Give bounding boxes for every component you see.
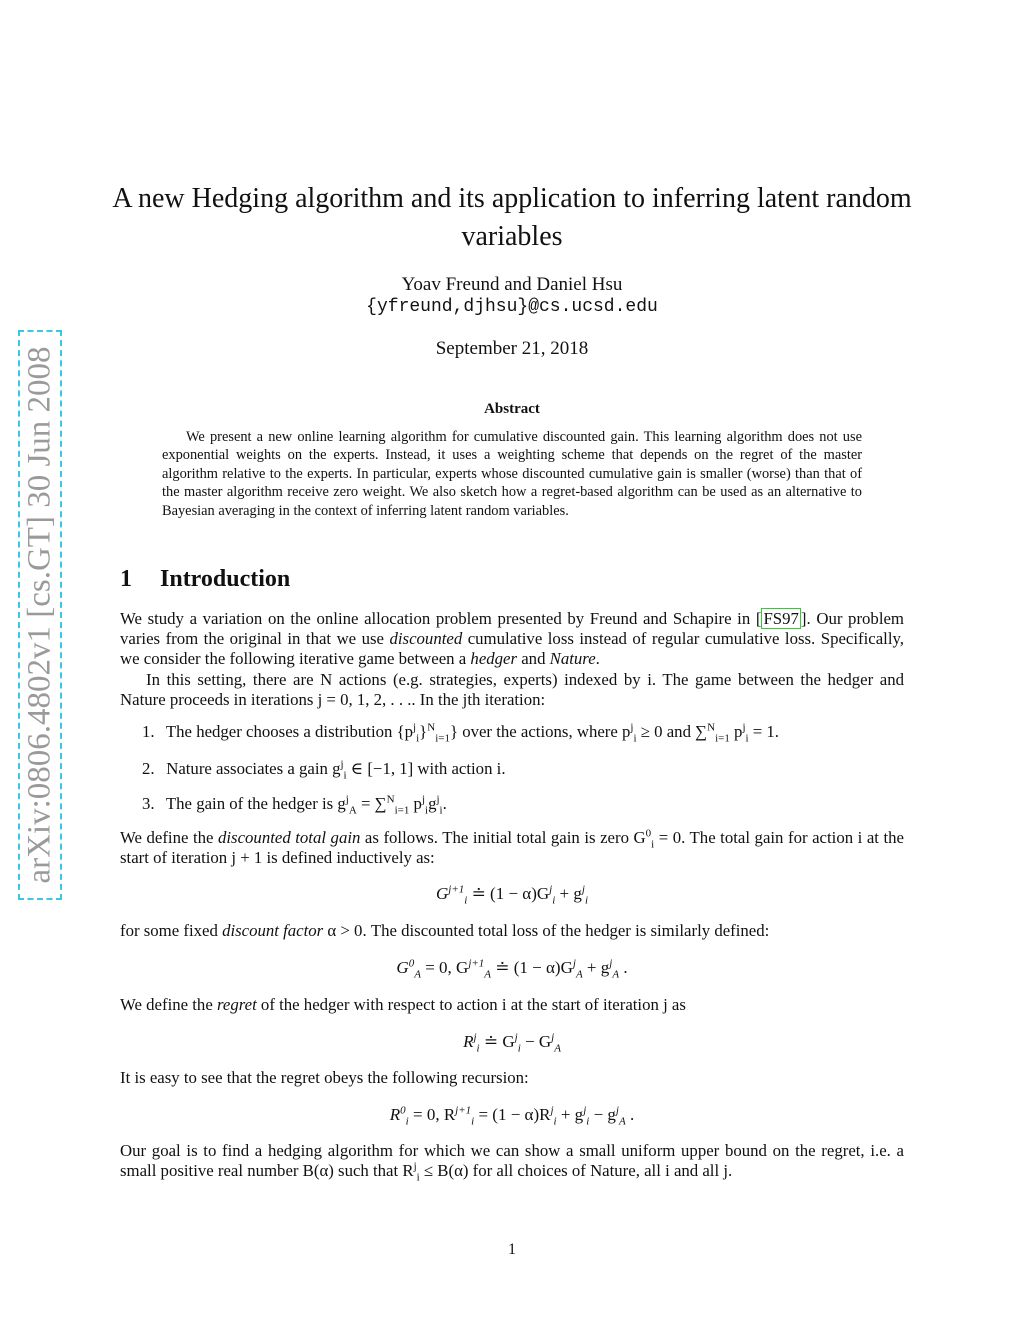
paper-date: September 21, 2018 (435, 338, 589, 359)
list-item: 1. The hedger chooses a distribution $\{p^j_i\}^N_{i=1}$} over the actions, where $p^j_i \ge 0$ and ∑$^N_{i=1}$ $p^j_i = 1$. (142, 721, 780, 745)
eq-term: G (435, 884, 449, 903)
paragraph-gain-definition: We define the discounted total gain as follows. The initial total gain is zero $G^0_i = 0$. The total gain for action i at the start of iteration j + 1 is defined inductively as: (120, 827, 904, 867)
page-number: 1 (508, 1241, 516, 1258)
text-run: p (729, 722, 743, 741)
text-run: = 1. (748, 722, 780, 741)
text-run: and (517, 649, 550, 668)
eq-term: R (463, 1032, 474, 1051)
emphasis: discounted (389, 629, 463, 648)
emphasis: discount factor (222, 921, 324, 940)
text-run: g (428, 794, 437, 813)
text-run: of the hedger with respect to action i at the start of iteration j as (256, 995, 686, 1014)
eq-term: − g (589, 1105, 616, 1124)
section-heading (120, 566, 290, 593)
paper-title: A new Hedging algorithm and its application to inferring latent random variables (112, 183, 912, 252)
eq-term: . (619, 958, 628, 977)
equation-hedger-gain: $G^0_A = 0$, $G^{j+1}_A$ ≐ $(1 - \alpha)G^j_A + g^j_A$ . (396, 957, 628, 981)
eq-term: = 0, R (408, 1105, 456, 1124)
text-run: . (595, 649, 600, 668)
arxiv-identifier: arXiv:0806.4802v1 [cs.GT] 30 Jun 2008 (21, 346, 58, 884)
paper-authors: Yoav Freund and Daniel Hsu (401, 274, 623, 295)
text-run: } over the actions, where p (449, 722, 631, 741)
paragraph-recursion: It is easy to see that the regret obeys the following recursion: (120, 1068, 529, 1087)
text-run: We define the (120, 995, 217, 1014)
eq-term: − G (520, 1032, 552, 1051)
text-run: We define the (120, 828, 218, 847)
text-run: ≤ B(α) for all choices of Nature, all i and all j. (419, 1161, 733, 1180)
text-run: for some fixed (120, 921, 223, 940)
text-run: . (442, 794, 447, 813)
author-emails: {yfreund,djhsu}@cs.ucsd.edu (366, 297, 658, 317)
text-run: = 0. The total gain for action i at the start of iteration j + 1 is defined inductively as: (120, 828, 904, 867)
equation-total-gain: $G^{j+1}_i$ ≐ $(1 - \alpha)G^j_i + g^j_i$ (435, 883, 588, 907)
equation-regret: $R^j_i$ ≐ $G^j_i - G^j_A$ (463, 1031, 561, 1055)
eq-term: R (389, 1105, 401, 1124)
paragraph-goal: Our goal is to find a hedging algorithm for which we can show a small uniform upper bound on the regret, i.e. a small positive real number B(α) such that $R^j_i \le B(\alpha)$ for all choices of Nature, all i and all j. (120, 1141, 904, 1184)
eq-term: ≐ G (479, 1032, 515, 1051)
text-run: ≥ 0 and ∑ (636, 722, 708, 741)
list-number: 3. (142, 794, 155, 813)
emphasis: regret (216, 995, 257, 1014)
eq-term: ≐ (1 − α)G (467, 884, 550, 903)
emphasis: Nature (549, 649, 596, 668)
citation-link-fs97[interactable]: FS97 (763, 609, 799, 628)
eq-term: + g (555, 884, 582, 903)
abstract-heading: Abstract (484, 401, 540, 417)
list-item: 2. Nature associates a gain $g^j_i$ ∈ [−1, 1] with action i. (142, 758, 506, 782)
section-number: 1 (120, 566, 132, 592)
text-run: The gain of the hedger is g (165, 794, 346, 813)
paragraph-setting: In this setting, there are N actions (e.g. strategies, experts) indexed by i. The game between the hedger and Nature proceeds in iterations j = 0, 1, 2, . . .. In the jth iteration: (120, 670, 904, 709)
text-run: α > 0. The discounted total loss of the hedger is similarly defined: (323, 921, 770, 940)
list-number: 1. (142, 722, 155, 741)
section-title: Introduction (160, 566, 291, 592)
eq-term: ≐ (1 − α)G (491, 958, 573, 977)
text-run: = ∑ (356, 794, 387, 813)
text-run: p (409, 794, 422, 813)
paragraph-intro (120, 609, 904, 669)
list-item: 3. The gain of the hedger is $g^j_A = \sum^N_{i=1}$ $p^j_ig^j_i$. (142, 793, 447, 817)
text-run: cumulative loss instead of regular cumulative loss. Specifically, we consider the following iterative game between a (120, 629, 904, 668)
text-run: ∈ [−1, 1] with action i. (346, 759, 506, 778)
paragraph-discount (120, 921, 904, 941)
eq-term: G (396, 958, 409, 977)
text-run: ]. Our problem varies from the original in that we use (120, 609, 904, 648)
text-run: We study a variation on the online allocation problem presented by Freund and Schapire in [ (120, 609, 762, 628)
list-number: 2. (142, 759, 155, 778)
eq-term: + g (582, 958, 610, 977)
paragraph-regret (120, 995, 904, 1015)
text-run: Nature associates a gain g (166, 759, 341, 778)
emphasis: discounted total gain (218, 828, 361, 847)
eq-term: = 0, G (420, 958, 469, 977)
eq-term: + g (556, 1105, 584, 1124)
text-run: The hedger chooses a distribution {p (165, 722, 414, 741)
text-run: Our goal is to find a hedging algorithm for which we can show a small uniform upper bound on the regret, i.e. a small positive real number B(α) such that R (120, 1141, 904, 1180)
eq-term: = (1 − α)R (474, 1105, 551, 1124)
eq-term: . (625, 1105, 635, 1124)
equation-regret-recursion: $R^0_i = 0$, $R^{j+1}_i = (1 - \alpha)R^j_i + g^j_i - g^j_A$ . (389, 1104, 635, 1128)
emphasis: hedger (470, 649, 518, 668)
abstract-text: We present a new online learning algorithm for cumulative discounted gain. This learning algorithm does not use exponential weights on the experts. Instead, it uses a weighting scheme that depends on the regret of the master algorithm relative to the experts. In particular, experts whose discounted cumulative gain is smaller (worse) than that of the master algorithm receive zero weight. We also sketch how a regret-based algorithm can be used as an alternative to Bayesian averaging in the context of inferring latent random variables. (162, 429, 862, 519)
text-run: as follows. The initial total gain is zero G (360, 828, 646, 847)
